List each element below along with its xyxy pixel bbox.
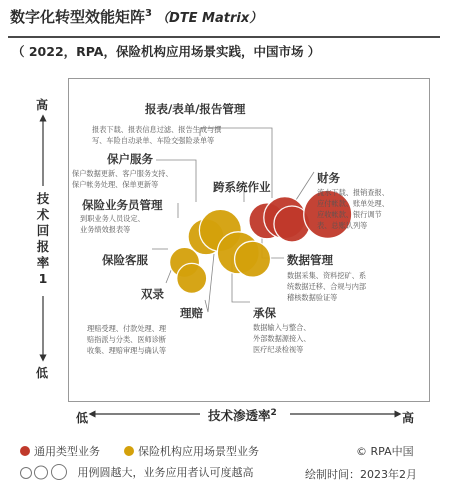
annotation-desc-line: 赔指派与分类、医师诊断 <box>87 335 167 344</box>
legend-size-note <box>18 464 254 480</box>
y-axis-high-label: 高 <box>36 98 49 112</box>
copyright: © RPA中国 <box>356 445 414 458</box>
y-axis-title-char: 1 <box>38 271 48 286</box>
leader-line-财务 <box>296 172 314 200</box>
annotation-desc-line: 应收帐款、银行调节 <box>317 210 382 219</box>
legend-circle-large <box>52 465 67 480</box>
legend-insurance-swatch <box>124 446 134 456</box>
chart-date: 绘制时间：2023年2月 <box>305 468 417 481</box>
y-axis-low-label: 低 <box>36 366 49 380</box>
legend-general-swatch <box>20 446 30 456</box>
annotation-title-双录: 双录 <box>141 287 164 301</box>
legend-size-circles <box>18 464 74 480</box>
annotation-desc-line: 报表下载、报表信息过滤、报告生成与撰 <box>92 125 222 134</box>
annotation-desc-line: 稽核数据验证等 <box>287 293 338 302</box>
annotation-desc-line: 保户数据更新、客户服务支持、 <box>72 169 173 178</box>
annotation-title-保户服务: 保户服务 <box>107 152 153 166</box>
legend-insurance-label: 保险机构应用场景型业务 <box>138 445 259 458</box>
annotation-desc-line: 保户帐务处理、保单更新等 <box>72 180 159 189</box>
legend-general <box>20 443 100 459</box>
annotation-desc-line: 写、车险自动录单、车险交强险录单等 <box>92 136 215 145</box>
annotation-title-保险客服: 保险客服 <box>102 253 148 267</box>
x-axis-title-text: 技术渗透率 <box>208 408 271 423</box>
annotation-desc-line: 到职业务人员设定、 <box>80 214 145 223</box>
annotation-title-保险业务员管理: 保险业务员管理 <box>82 198 163 212</box>
legend-insurance <box>124 443 259 459</box>
annotation-desc-line: 收集、理赔审理与确认等 <box>87 346 167 355</box>
legend-circle-small <box>21 468 32 479</box>
chart-title-english: （DTE Matrix） <box>155 11 263 26</box>
annotation-title-财务: 财务 <box>317 171 340 185</box>
annotation-desc-line: 统数据迁移、合规与内部 <box>287 282 367 291</box>
annotation-desc-line: 数据采集、资料挖矿、系 <box>287 271 367 280</box>
y-axis-title-char: 报 <box>36 239 50 254</box>
leader-line-保户服务 <box>156 160 196 202</box>
annotation-title-跨系统作业: 跨系统作业 <box>213 180 271 194</box>
annotation-desc-line: 表、总账认列等 <box>317 221 368 230</box>
annotation-desc-line: 业务绩效报表等 <box>80 225 131 234</box>
annotation-desc-line: 流水下载、报销查报、 <box>317 188 389 197</box>
y-axis-title-char: 术 <box>36 207 50 222</box>
annotation-desc-line: 外部数据源接入、 <box>253 334 311 343</box>
annotation-title-数据管理: 数据管理 <box>287 253 333 267</box>
chart-subtitle: （ 2022，RPA，保险机构应用场景实践，中国市场 ） <box>12 44 321 59</box>
bubble-双录 <box>177 263 207 293</box>
y-axis-title-char: 技 <box>36 191 50 206</box>
annotation-title-理赔: 理赔 <box>180 306 203 320</box>
x-axis-high-label: 高 <box>402 411 415 425</box>
annotation-desc-line: 医疗纪录检视等 <box>253 345 304 354</box>
legend-circle-medium <box>35 466 48 479</box>
x-axis-low-label: 低 <box>76 411 89 425</box>
legend-size-note-text: 用例圆越大，业务应用者认可度越高 <box>77 466 254 479</box>
legend-general-label: 通用类型业务 <box>34 445 100 458</box>
title-footnote-mark: 3 <box>145 8 152 19</box>
annotation-desc-line: 应付帐款、账单处理、 <box>317 199 389 208</box>
y-axis-title-char: 回 <box>36 223 50 238</box>
annotation-desc-line: 数据输入与整合、 <box>253 323 311 332</box>
annotation-title-承保: 承保 <box>253 306 276 320</box>
bubble-承保 <box>235 241 271 277</box>
annotation-desc-line: 理赔受理、付款处理、理 <box>87 324 167 333</box>
annotation-title-报表/表单/报告管理: 报表/表单/报告管理 <box>145 102 246 116</box>
chart-title-text: 数字化转型效能矩阵 <box>10 8 146 26</box>
x-axis-footnote-mark: 2 <box>270 407 277 418</box>
y-axis-title-char: 率 <box>36 255 50 270</box>
